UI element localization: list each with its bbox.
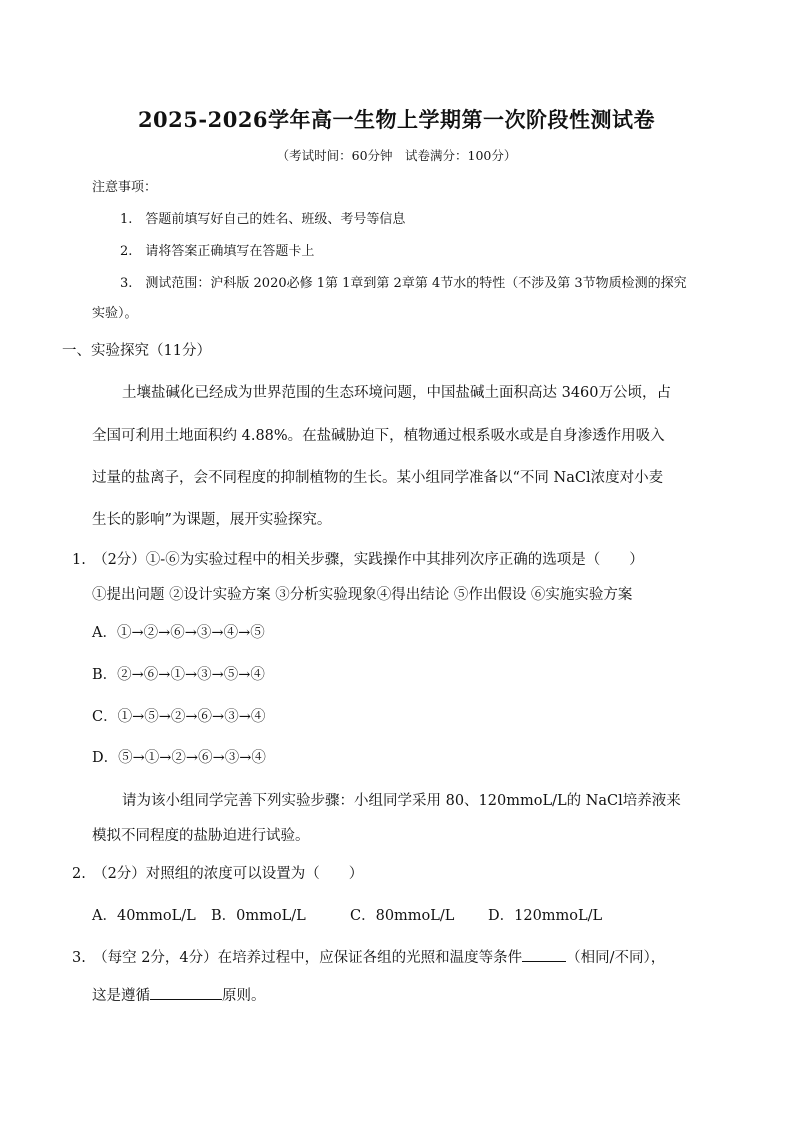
bridge-line: 请为该小组同学完善下列实验步骤：小组同学采用 80、120mmoL/L的 NaCl培养液来 [122,793,681,809]
bridge-line: 模拟不同程度的盐胁迫进行试验。 [92,828,310,844]
question-1-option-d: D．⑤→①→②→⑥→③→④ [92,750,266,766]
question-2-option-d: D．120mmoL/L [488,908,603,924]
notice-item: 1. 答题前填写好自己的姓名、班级、考号等信息 [120,212,406,227]
notice-item-continued: 实验）。 [92,306,138,321]
section-heading: 一、实验探究（11分） [62,343,211,359]
answer-blank-2[interactable] [150,985,222,1000]
question-1-steps: ①提出问题 ②设计实验方案 ③分析实验现象④得出结论 ⑤作出假设 ⑥实施实验方案 [92,587,633,603]
question-3-text: 原则。 [222,988,266,1004]
question-1-option-a: A．①→②→⑥→③→④→⑤ [92,625,265,641]
question-1-option-c: C．①→⑤→②→⑥→③→④ [92,709,266,725]
question-2-option-c: C．80mmoL/L [350,908,455,924]
question-3-text: （相同/不同）， [566,950,666,966]
question-3-line-1 [72,946,665,967]
intro-line: 生长的影响”为课题，展开实验探究。 [92,512,332,528]
notice-item: 3. 测试范围：沪科版 2020必修 1第 1章到第 2章第 4节水的特性（不涉及第 3节物质检测的探究 [120,276,687,291]
question-2-stem: 2. （2分）对照组的浓度可以设置为（ ） [72,866,364,882]
exam-info: （考试时间：60分钟 试卷满分：100分） [276,148,517,163]
intro-line: 过量的盐离子，会不同程度的抑制植物的生长。某小组同学准备以“不同 NaCl浓度对小麦 [92,470,664,486]
question-2-option-a: A．40mmoL/L [92,908,196,924]
intro-line: 全国可利用土地面积约 4.88%。在盐碱胁迫下，植物通过根系吸水或是自身渗透作用吸入 [92,428,665,444]
answer-blank-1[interactable] [522,947,566,962]
intro-line: 土壤盐碱化已经成为世界范围的生态环境问题，中国盐碱土面积高达 3460万公顷，占 [122,385,672,401]
question-3-line-2 [92,984,266,1005]
question-2-option-b: B．0mmoL/L [211,908,306,924]
page-title: 2025-2026学年高一生物上学期第一次阶段性测试卷 [137,107,656,132]
notice-heading: 注意事项： [92,180,158,195]
question-1-stem: 1. （2分）①-⑥为实验过程中的相关步骤，实践操作中其排列次序正确的选项是（ ） [72,552,644,568]
question-1-option-b: B．②→⑥→①→③→⑤→④ [92,667,265,683]
question-3-text: 3. （每空 2分，4分）在培养过程中，应保证各组的光照和温度等条件 [72,950,523,966]
question-3-text: 这是遵循 [92,988,150,1004]
notice-item: 2. 请将答案正确填写在答题卡上 [120,244,315,259]
